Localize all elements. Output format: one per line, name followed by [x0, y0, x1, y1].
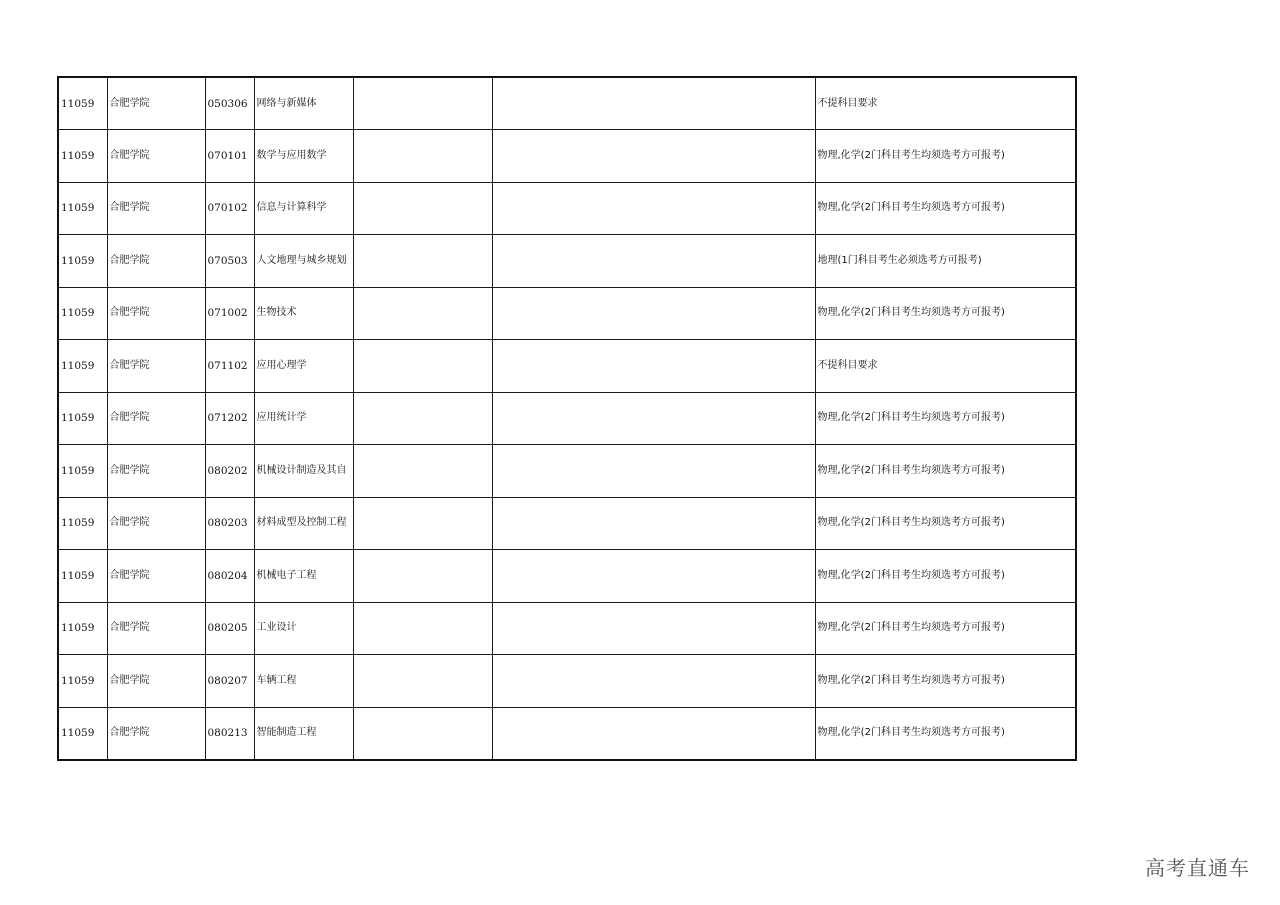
- table-row: [58, 602, 1076, 655]
- major-name-cell: 智能制造工程: [254, 707, 353, 760]
- major-name-cell: 人文地理与城乡规划: [254, 235, 353, 288]
- subject-requirement-cell: 物理,化学(2门科目考生均须选考方可报考): [815, 707, 1076, 760]
- major-name-cell: 材料成型及控制工程: [254, 497, 353, 550]
- major-name-cell: 网络与新媒体: [254, 77, 353, 130]
- table-row: [58, 445, 1076, 498]
- major-name-cell: 机械电子工程: [254, 550, 353, 603]
- institution-name-cell: 合肥学院: [107, 77, 205, 130]
- institution-name-cell: 合肥学院: [107, 497, 205, 550]
- blank-cell-6: [492, 445, 815, 498]
- blank-cell-5: [353, 287, 492, 340]
- institution-code-cell: 11059: [58, 287, 107, 340]
- institution-code-cell: 11059: [58, 602, 107, 655]
- blank-cell-6: [492, 340, 815, 393]
- table-row: [58, 77, 1076, 130]
- blank-cell-6: [492, 707, 815, 760]
- major-name-cell: 信息与计算科学: [254, 182, 353, 235]
- institution-name-cell: 合肥学院: [107, 392, 205, 445]
- table-row: [58, 497, 1076, 550]
- table-body: [58, 77, 1076, 760]
- major-name-cell: 车辆工程: [254, 655, 353, 708]
- subject-requirement-cell: 物理,化学(2门科目考生均须选考方可报考): [815, 655, 1076, 708]
- major-code-cell: 080203: [205, 497, 254, 550]
- institution-name-cell: 合肥学院: [107, 550, 205, 603]
- institution-code-cell: 11059: [58, 392, 107, 445]
- major-name-cell: 应用心理学: [254, 340, 353, 393]
- institution-name-cell: 合肥学院: [107, 445, 205, 498]
- subject-requirement-cell: 不提科目要求: [815, 77, 1076, 130]
- institution-name-cell: 合肥学院: [107, 182, 205, 235]
- subject-requirement-cell: 物理,化学(2门科目考生均须选考方可报考): [815, 445, 1076, 498]
- institution-code-cell: 11059: [58, 340, 107, 393]
- major-code-cell: 071202: [205, 392, 254, 445]
- blank-cell-5: [353, 445, 492, 498]
- institution-name-cell: 合肥学院: [107, 707, 205, 760]
- blank-cell-5: [353, 182, 492, 235]
- subject-requirement-cell: 物理,化学(2门科目考生均须选考方可报考): [815, 287, 1076, 340]
- table-row: [58, 392, 1076, 445]
- major-code-cell: 070101: [205, 130, 254, 183]
- table-row: [58, 287, 1076, 340]
- major-code-cell: 050306: [205, 77, 254, 130]
- blank-cell-5: [353, 497, 492, 550]
- major-name-cell: 数学与应用数学: [254, 130, 353, 183]
- institution-name-cell: 合肥学院: [107, 235, 205, 288]
- major-code-cell: 080205: [205, 602, 254, 655]
- admission-table: [57, 76, 1077, 761]
- institution-code-cell: 11059: [58, 182, 107, 235]
- subject-requirement-cell: 物理,化学(2门科目考生均须选考方可报考): [815, 602, 1076, 655]
- blank-cell-5: [353, 77, 492, 130]
- blank-cell-6: [492, 655, 815, 708]
- table-row: [58, 182, 1076, 235]
- table-row: [58, 707, 1076, 760]
- table-row: [58, 235, 1076, 288]
- institution-name-cell: 合肥学院: [107, 655, 205, 708]
- blank-cell-5: [353, 550, 492, 603]
- institution-code-cell: 11059: [58, 707, 107, 760]
- table-row: [58, 340, 1076, 393]
- major-code-cell: 070503: [205, 235, 254, 288]
- subject-requirement-cell: 物理,化学(2门科目考生均须选考方可报考): [815, 130, 1076, 183]
- blank-cell-6: [492, 287, 815, 340]
- institution-name-cell: 合肥学院: [107, 287, 205, 340]
- major-code-cell: 071102: [205, 340, 254, 393]
- major-name-cell: 应用统计学: [254, 392, 353, 445]
- major-name-cell: 工业设计: [254, 602, 353, 655]
- blank-cell-5: [353, 130, 492, 183]
- table-row: [58, 550, 1076, 603]
- major-code-cell: 071002: [205, 287, 254, 340]
- blank-cell-6: [492, 130, 815, 183]
- blank-cell-6: [492, 235, 815, 288]
- subject-requirement-cell: 物理,化学(2门科目考生均须选考方可报考): [815, 392, 1076, 445]
- major-name-cell: 机械设计制造及其自: [254, 445, 353, 498]
- blank-cell-6: [492, 392, 815, 445]
- major-code-cell: 070102: [205, 182, 254, 235]
- blank-cell-5: [353, 340, 492, 393]
- institution-code-cell: 11059: [58, 550, 107, 603]
- institution-code-cell: 11059: [58, 655, 107, 708]
- major-code-cell: 080213: [205, 707, 254, 760]
- institution-code-cell: 11059: [58, 235, 107, 288]
- subject-requirement-cell: 物理,化学(2门科目考生均须选考方可报考): [815, 497, 1076, 550]
- blank-cell-5: [353, 235, 492, 288]
- institution-code-cell: 11059: [58, 445, 107, 498]
- institution-name-cell: 合肥学院: [107, 602, 205, 655]
- blank-cell-6: [492, 77, 815, 130]
- major-code-cell: 080204: [205, 550, 254, 603]
- blank-cell-5: [353, 655, 492, 708]
- major-code-cell: 080207: [205, 655, 254, 708]
- subject-requirement-cell: 地理(1门科目考生必须选考方可报考): [815, 235, 1076, 288]
- institution-code-cell: 11059: [58, 497, 107, 550]
- blank-cell-6: [492, 602, 815, 655]
- table-row: [58, 130, 1076, 183]
- institution-code-cell: 11059: [58, 130, 107, 183]
- blank-cell-5: [353, 707, 492, 760]
- institution-name-cell: 合肥学院: [107, 130, 205, 183]
- blank-cell-6: [492, 182, 815, 235]
- major-code-cell: 080202: [205, 445, 254, 498]
- subject-requirement-cell: 物理,化学(2门科目考生均须选考方可报考): [815, 550, 1076, 603]
- blank-cell-6: [492, 550, 815, 603]
- subject-requirement-cell: 不提科目要求: [815, 340, 1076, 393]
- blank-cell-5: [353, 392, 492, 445]
- watermark-text: 高考直通车: [1145, 856, 1250, 880]
- blank-cell-6: [492, 497, 815, 550]
- table-row: [58, 655, 1076, 708]
- institution-code-cell: 11059: [58, 77, 107, 130]
- blank-cell-5: [353, 602, 492, 655]
- institution-name-cell: 合肥学院: [107, 340, 205, 393]
- major-name-cell: 生物技术: [254, 287, 353, 340]
- subject-requirement-cell: 物理,化学(2门科目考生均须选考方可报考): [815, 182, 1076, 235]
